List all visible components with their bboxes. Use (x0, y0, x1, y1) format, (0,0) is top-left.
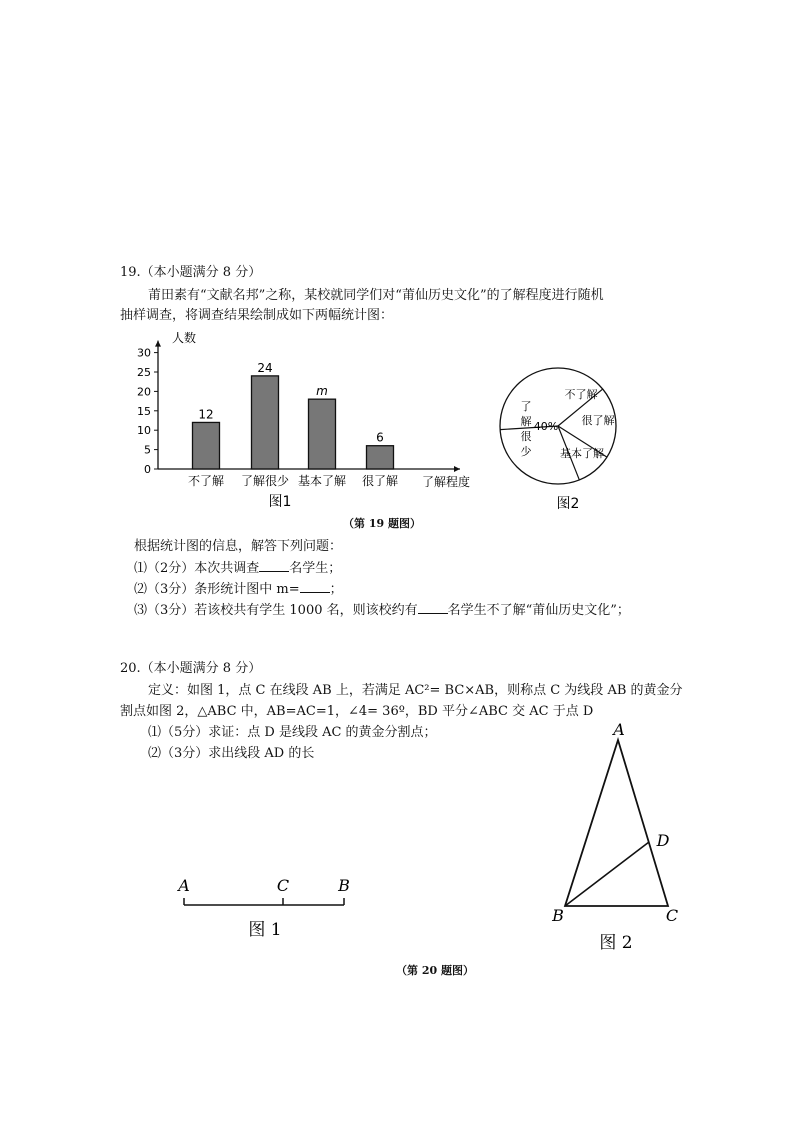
q20-title: 20.（本小题满分 8 分） (120, 661, 262, 676)
bar-y-tick-label: 20 (137, 385, 151, 399)
q20-figure-caption: （第 20 题图） (396, 964, 474, 977)
bar-y-tick-label: 10 (137, 424, 151, 438)
q19-sub2 (134, 578, 343, 600)
bar-chart (120, 325, 480, 515)
bar-chart-title: 图1 (268, 494, 292, 510)
bar-category-label: 了解很少 (240, 474, 290, 488)
pie-label-char-3: 很 (520, 430, 532, 443)
bar-x-axis-label: 了解程度 (421, 475, 470, 489)
triangle-abc (565, 740, 668, 906)
fig1-label-c: C (276, 876, 290, 895)
bar-value-label: 12 (198, 407, 214, 422)
fig1-caption: 图 1 (248, 920, 282, 940)
bar-x-axis-arrow (454, 466, 460, 472)
bar (193, 422, 220, 469)
bar-y-axis-arrow (155, 341, 161, 347)
q19-intro-line2: 抽样调查，将调查结果绘制成如下两幅统计图： (120, 308, 394, 323)
pie-chart (495, 362, 630, 517)
bar-value-label: m (316, 384, 328, 399)
bar-y-tick-label: 15 (137, 404, 151, 418)
q19-sub3 (134, 599, 630, 621)
pie-label-henliaojie: 很了解 (581, 414, 615, 427)
bar-value-label: 24 (257, 360, 273, 375)
pie-label-char-4: 少 (520, 445, 532, 458)
q19-title: 19.（本小题满分 8 分） (120, 265, 262, 280)
bar (252, 376, 279, 469)
bar-category-label: 不了解 (187, 474, 225, 488)
bar-value-label: 6 (376, 430, 384, 445)
fig1-label-b: B (338, 876, 350, 895)
bar-category-label: 基本了解 (297, 474, 347, 488)
q19-sub1-text-a: ⑴（2分）本次共调查 (134, 561, 260, 576)
q19-sub1-answer-blank[interactable] (259, 557, 289, 572)
bar-y-tick-label: 5 (144, 443, 151, 457)
fig2-label-b: B (552, 906, 564, 925)
bar-y-tick-label: 25 (137, 366, 151, 379)
fig2-label-c: C (665, 906, 679, 925)
pie-label-jibenliaojie: 基本了解 (560, 447, 604, 460)
bar-category-label: 很了解 (361, 474, 399, 488)
q19-sub1 (134, 557, 341, 579)
bar-axes (137, 341, 460, 476)
pie-label-char-1: 了 (520, 400, 532, 413)
segment-bd (565, 842, 649, 906)
q20-sub1: ⑴（5分）求证：点 D 是线段 AC 的黄金分割点； (148, 725, 437, 740)
q19-sub2-answer-blank[interactable] (300, 578, 330, 593)
q19-intro-line1: 莆田素有“文献名邦”之称，某校就同学们对“莆仙历史文化”的了解程度进行随机 (148, 288, 604, 303)
q19-sub2-text-a: ⑵（3分）条形统计图中 m= (134, 582, 300, 597)
fig2-label-a: A (613, 720, 625, 739)
bar-y-axis-label: 人数 (172, 331, 197, 345)
q19-sub3-text-b: 名学生不了解“莆仙历史文化”； (447, 603, 630, 618)
bar-y-tick-label: 30 (137, 346, 151, 360)
bar (367, 446, 394, 469)
q19-figure-caption: （第 19 题图） (343, 517, 421, 530)
q20-def-line2: 割点如图 2，△ABC 中，AB=AC=1，∠4= 36º，BD 平分∠ABC 交 AC 于点 D (120, 704, 594, 719)
fig2-label-d: D (656, 831, 670, 850)
pie-chart-title: 图2 (556, 496, 580, 512)
q20-figure2 (545, 718, 695, 958)
q19-prompt: 根据统计图的信息，解答下列问题： (134, 539, 343, 554)
q19-sub2-text-b: ； (329, 582, 343, 597)
q20-figure1 (170, 872, 365, 944)
q20-sub2: ⑵（3分）求出线段 AD 的长 (148, 746, 315, 761)
q19-sub3-answer-blank[interactable] (418, 599, 448, 614)
q19-sub3-text-a: ⑶（3分）若该校共有学生 1000 名，则该校约有 (134, 603, 418, 618)
pie-label-char-2: 解 (520, 415, 532, 428)
fig2-caption: 图 2 (599, 933, 633, 953)
pie-label-buliaojie: 不了解 (564, 388, 598, 401)
bar-y-tick-label: 0 (144, 463, 151, 476)
bar (309, 399, 336, 469)
pie-percent-label: 40% (533, 420, 559, 433)
fig1-label-a: A (178, 876, 190, 895)
q20-def-line1: 定义：如图 1，点 C 在线段 AB 上，若满足 AC²= BC×AB，则称点 C 为线段 AB 的黄金分 (148, 683, 683, 698)
q19-sub1-text-b: 名学生； (289, 561, 342, 576)
